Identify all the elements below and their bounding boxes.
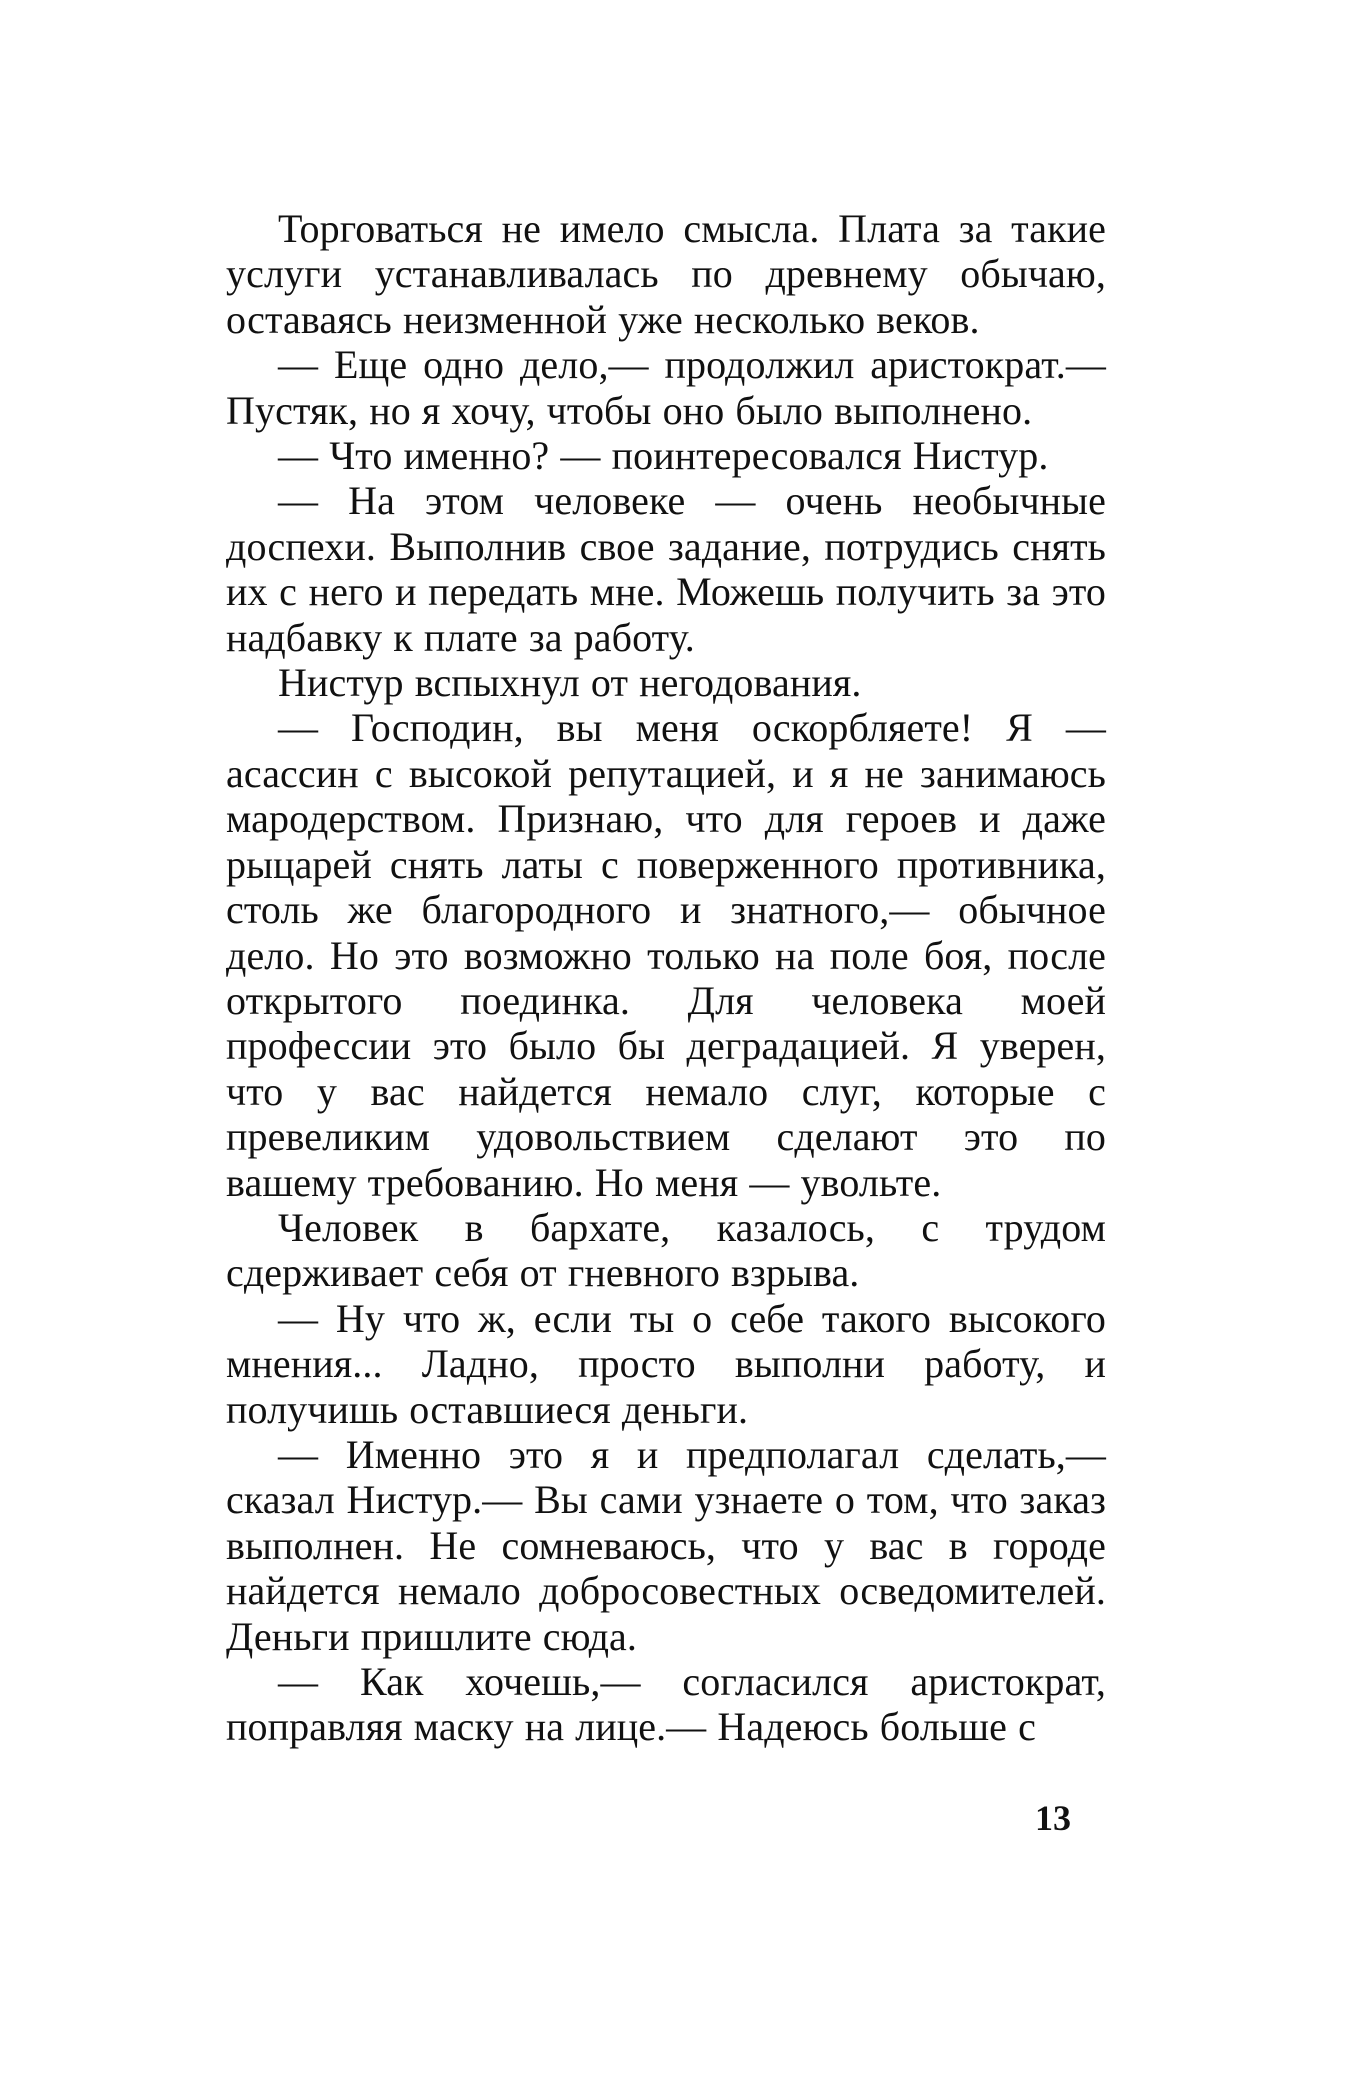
paragraph-4: — На этом человеке — очень необычные доспехи. Выполнив свое задание, потрудись снять их с него и передать мне. Можешь получить за это надбавку к плате за работу. <box>226 478 1106 660</box>
body-text <box>226 206 1106 1750</box>
paragraph-1: Торговаться не имело смысла. Плата за такие услуги устанавливалась по древнему обычаю, оставаясь неизменной уже несколько веков. <box>226 206 1106 342</box>
paragraph-6: — Господин, вы меня оскорбляете! Я — асассин с высокой репутацией, и я не занимаюсь мародерством. Признаю, что для героев и даже рыцарей снять латы с поверженного противника, столь же благородного и знатного,— обычное дело. Но это возможно только на поле боя, после открытого поединка. Для человека моей профессии это было бы деградацией. Я уверен, что у вас найдется немало слуг, которые с превеликим удовольствием сделают это по вашему требованию. Но меня — увольте. <box>226 705 1106 1205</box>
paragraph-7: Человек в бархате, казалось, с трудом сдерживает себя от гневного взрыва. <box>226 1204 1106 1296</box>
paragraph-9: — Именно это я и предполагал сделать,— сказал Нистур.— Вы сами узнаете о том, что заказ выполнен. Не сомневаюсь, что у вас в городе найдется немало добросовестных осведомителей. Деньги пришлите сюда. <box>226 1431 1106 1659</box>
paragraph-3: — Что именно? — поинтересовался Нистур. <box>278 433 1049 479</box>
paragraph-8: — Ну что ж, если ты о себе такого высокого мнения... Ладно, просто выполни работу, и получишь оставшиеся деньги. <box>226 1295 1106 1432</box>
page-number: 13 <box>1035 1798 1071 1838</box>
paragraph-5: Нистур вспыхнул от негодования. <box>278 660 862 706</box>
paragraph-2: — Еще одно дело,— продолжил аристократ.— Пустяк, но я хочу, чтобы оно было выполнено. <box>226 342 1106 433</box>
paragraph-10: — Как хочешь,— согласился аристократ, поправляя маску на лице.— Надеюсь больше с <box>226 1659 1106 1750</box>
